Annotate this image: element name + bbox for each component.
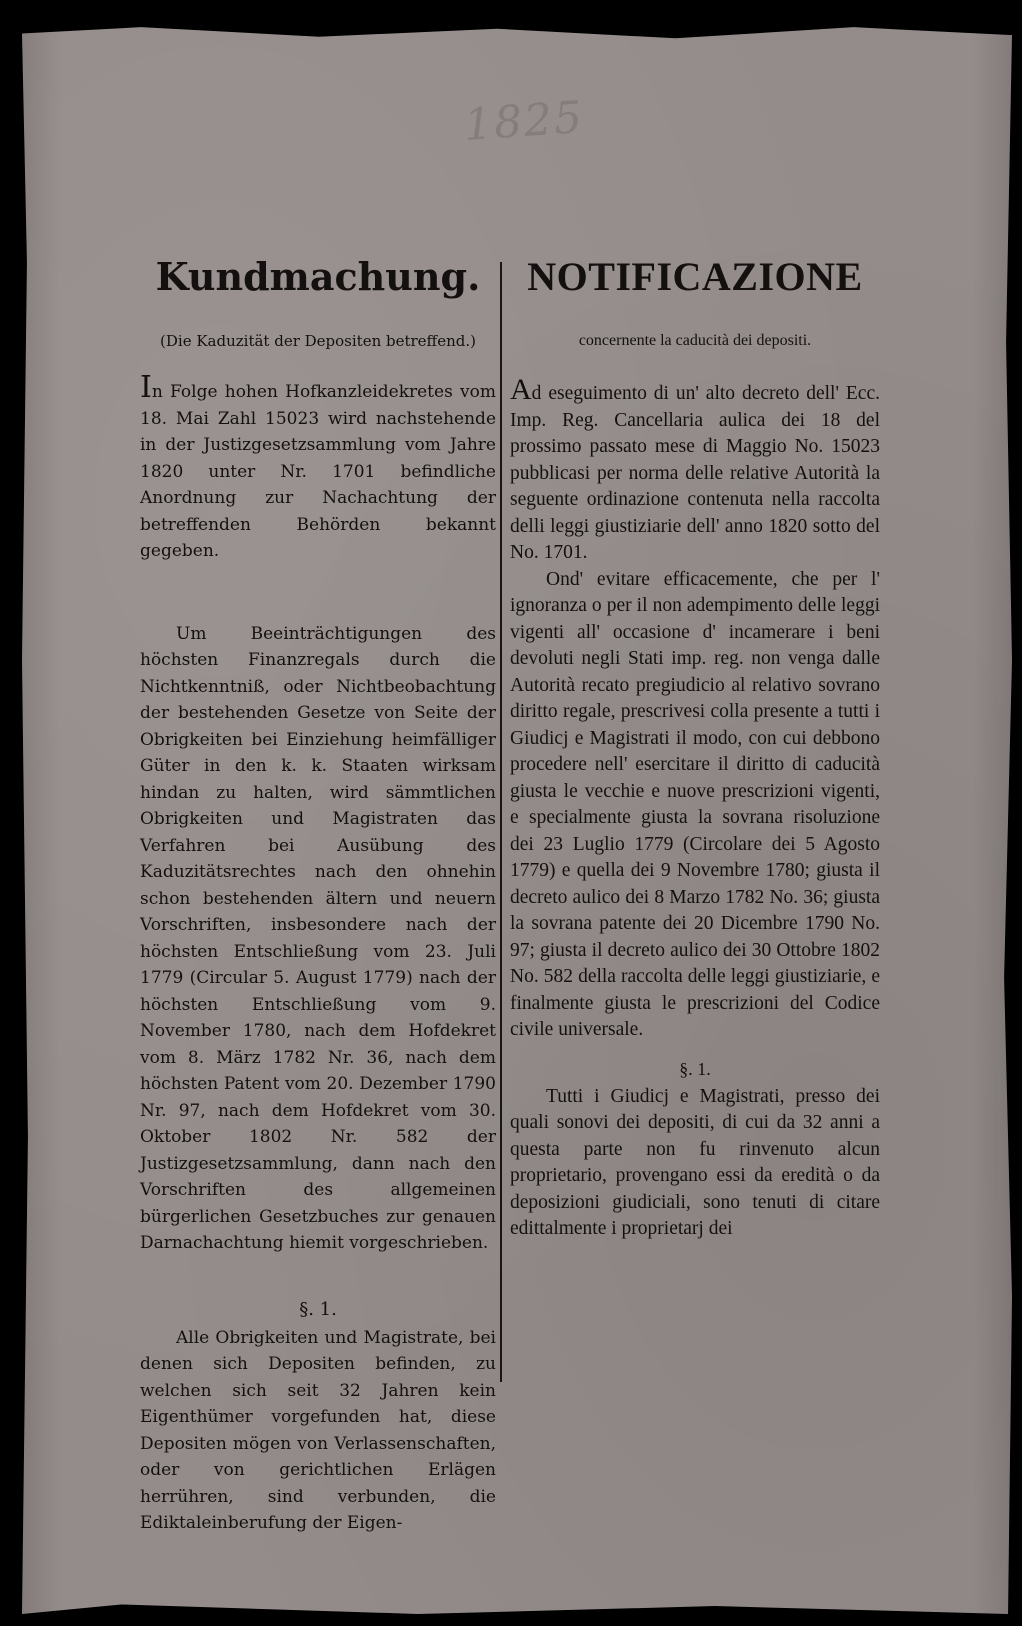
italian-title: NOTIFICAZIONE xyxy=(527,254,863,299)
german-title: Kundmachung. xyxy=(155,254,481,299)
italian-section-paragraph: Tutti i Giudicj e Magistrati, presso dei quali sonovi dei depositi, di cui da 32 anni a questa parte non fu rinvenuto alcun proprietario, provengano essi da eredità o da deposizioni giudiciali, sono tenuti di citare edittalmente i proprietarj dei xyxy=(510,1085,880,1239)
german-intro-text: n Folge hohen Hofkanzleidekretes vom 18. Mai Zahl 15023 wird nachstehende in der Justizgesetzsammlung vom Jahre 1820 unter Nr. 1701 befindliche Anordnung zur Nachachtung der betreffenden Behörden bekannt gegeben. xyxy=(140,382,496,561)
italian-subtitle: concernente la caducità dei depositi. xyxy=(578,332,812,349)
italian-intro-text: d eseguimento di un' alto decreto dell' Ecc. Imp. Reg. Cancellaria aulica dei 18 del prossimo passato mese di Maggio No. 15023 pubblicasi per norma delle relative Autorità la seguente ordinazione contenuta nella raccolta delli leggi giustiziarie dell' anno 1820 sotto del No. 1701. xyxy=(510,383,880,563)
column-divider xyxy=(500,262,502,1382)
german-dropcap: I xyxy=(140,370,152,405)
german-intro-paragraph xyxy=(140,370,496,565)
german-section-mark: §. 1. xyxy=(299,1298,337,1320)
german-section-paragraph: Alle Obrigkeiten und Magistrate, bei denen sich Depositen befinden, zu welchen sich seit 32 Jahren kein Eigenthümer vorgefunden hat, diese Depositen mögen von Verlassenschaften, oder von gerichtlichen Erlägen herrühren, sind verbunden, die Ediktaleinberufung der Eigen- xyxy=(140,1327,496,1533)
italian-body-paragraph: Ond' evitare efficacemente, che per l' ignoranza o per il non adempimento delle leggi vigenti all' occasione d' incamerare i beni devoluti negli Stati imp. reg. non venga dalle Autorità recato pregiudicio al relativo sovrano diritto regale, prescrivesi colla presente a tutti i Giudicj e Magistrati il modo, con cui debbono procedere nell' esercitare il diritto di caducità giusta le vecchie e nuove prescrizioni vigenti, e specialmente giusta la sovrana risoluzione dei 23 Luglio 1779 (Circolare dei 5 Agosto 1779) e quella dei 9 Novembre 1780; giusta il decreto aulico dei 8 Marzo 1782 No. 36; giusta la sovrana patente dei 20 Dicembre 1790 No. 97; giusta il decreto aulico dei 30 Ottobre 1802 No. 582 della raccolta delle leggi giustiziarie, e finalmente giusta le prescrizioni del Codice civile universale. xyxy=(510,568,880,1040)
pencil-annotation: 1825 xyxy=(462,91,586,152)
italian-section-mark: §. 1. xyxy=(679,1058,711,1079)
italian-column xyxy=(510,250,880,1243)
german-subtitle: (Die Kaduzität der Depositen betreffend.) xyxy=(160,332,476,350)
german-column xyxy=(140,250,496,1537)
italian-intro-paragraph xyxy=(510,373,880,567)
italian-dropcap: A xyxy=(510,373,532,406)
german-body-paragraph: Um Beeinträchtigungen des höchsten Finanzregals durch die Nichtkenntniß, oder Nichtbeobachtung der bestehenden Gesetze von Seite der Obrigkeiten bei Einziehung heimfälliger Güter in den k. k. Staaten wirksam hindan zu halten, wird sämmtlichen Obrigkeiten und Magistraten das Verfahren bei Ausübung des Kaduzitätsrechtes nach den ohnehin schon bestehenden ältern und neuern Vorschriften, insbesondere nach der höchsten Entschließung vom 23. Juli 1779 (Circular 5. August 1779) nach der höchsten Entschließung vom 9. November 1780, nach dem Hofdekret vom 8. März 1782 Nr. 36, nach dem höchsten Patent vom 20. Dezember 1790 Nr. 97, nach dem Hofdekret vom 30. Oktober 1802 Nr. 582 der Justizgesetzsammlung, dann nach den Vorschriften des allgemeinen bürgerlichen Gesetzbuches zur genauen Darnachachtung hiemit vorgeschrieben. xyxy=(140,623,496,1253)
